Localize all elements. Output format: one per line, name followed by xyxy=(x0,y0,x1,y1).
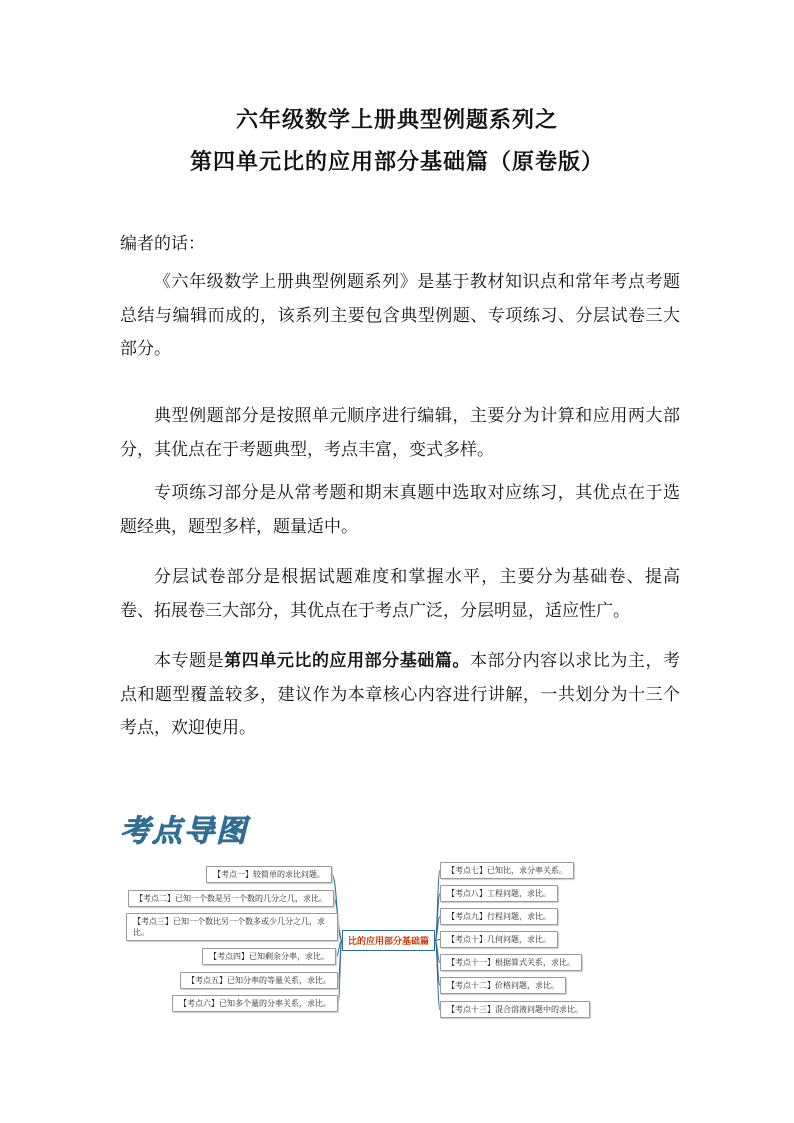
topic-description-text: 本部分内容以求比为主，考点和题型覆盖较多，建议作为本章核心内容进行讲解，一共划分为十三个考点，欢迎使用。 xyxy=(120,651,681,738)
topic-intro-text: 本专题是 xyxy=(154,651,225,671)
topic-node-3: 【考点三】已知一个数比另一个数多或少几分之几，求比。 xyxy=(126,913,338,941)
paragraph-practice: 专项练习部分是从常考题和期末真题中选取对应练习，其优点在于选题经典，题型多样，题量适中。 xyxy=(120,483,680,537)
topic-node-4: 【考点四】已知剩余分率，求比。 xyxy=(202,948,336,965)
document-title-line2: 第四单元比的应用部分基础篇（原卷版） xyxy=(189,150,604,175)
topic-node-9: 【考点九】行程问题，求比。 xyxy=(440,908,558,925)
topic-node-11: 【考点十一】根据算式关系，求比。 xyxy=(440,954,582,971)
topic-node-13: 【考点十三】混合溶液问题中的求比。 xyxy=(440,1001,590,1018)
paragraph-examples: 典型例题部分是按照单元顺序进行编辑，主要分为计算和应用两大部分，其优点在于考题典型，考点丰富，变式多样。 xyxy=(120,406,680,460)
paragraph-tests: 分层试卷部分是根据试题难度和掌握水平，主要分为基础卷、提高卷、拓展卷三大部分，其优点在于考点广泛，分层明显，适应性广。 xyxy=(120,567,680,621)
topic-node-2: 【考点二】已知一个数是另一个数的几分之几，求比。 xyxy=(128,890,334,907)
mind-map xyxy=(118,852,588,1024)
topic-node-8: 【考点八】工程问题，求比。 xyxy=(440,885,558,902)
document-title-line1: 六年级数学上册典型例题系列之 xyxy=(235,108,558,133)
paragraph-series-intro: 《六年级数学上册典型例题系列》是基于教材知识点和常年考点考题总结与编辑而成的，该系列主要包含典型例题、专项练习、分层试卷三大部分。 xyxy=(120,272,680,359)
paragraph-topic xyxy=(120,645,680,746)
topic-node-10: 【考点十】几何问题，求比。 xyxy=(440,931,558,948)
topic-node-5: 【考点五】已知分率的等量关系，求比。 xyxy=(180,972,338,989)
mind-map-center: 比的应用部分基础篇 xyxy=(342,930,435,951)
topic-node-1: 【考点一】较简单的求比问题。 xyxy=(206,866,332,883)
editor-greeting: 编者的话： xyxy=(120,234,205,254)
mind-map-title: 考点导图 xyxy=(120,814,248,849)
topic-node-12: 【考点十二】价格问题，求比。 xyxy=(440,977,566,994)
topic-node-7: 【考点七】已知比，求分率关系。 xyxy=(440,862,574,879)
topic-node-6: 【考点六】已知多个量的分率关系，求比。 xyxy=(172,995,338,1012)
topic-name-bold: 第四单元比的应用部分基础篇。 xyxy=(224,651,470,671)
